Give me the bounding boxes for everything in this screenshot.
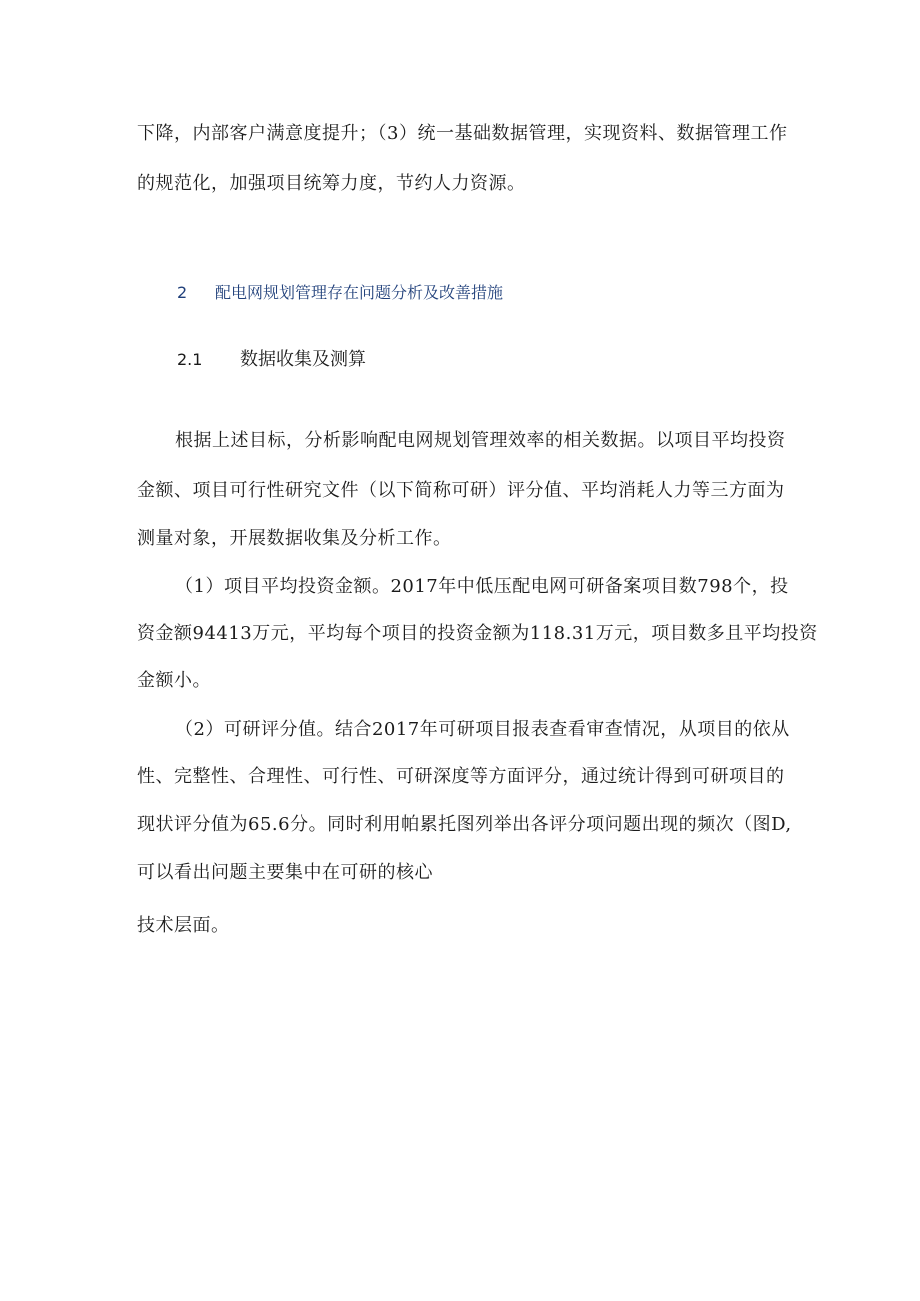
paragraph-3-line-4: 可以看出问题主要集中在可研的核心 [137,862,433,883]
paragraph-1-line-3: 测量对象，开展数据收集及分析工作。 [137,528,452,549]
paragraph-1-line-1: 根据上述目标，分析影响配电网规划管理效率的相关数据。以项目平均投资 [175,430,786,451]
paragraph-3-line-1: （2）可研评分值。结合2017年可研项目报表查看审查情况，从项目的依从 [175,719,790,740]
paragraph-2-line-2: 资金额94413万元，平均每个项目的投资金额为118.31万元，项目数多且平均投资 [137,623,818,644]
paragraph-1-line-2: 金额、项目可行性研究文件（以下简称可研）评分值、平均消耗人力等三方面为 [137,480,785,501]
paragraph-2-line-1: （1）项目平均投资金额。2017年中低压配电网可研备案项目数798个，投 [175,576,789,597]
paragraph-2-line-3: 金额小。 [137,670,211,691]
section-2-1-number: 2.1 [177,350,203,369]
section-2-1-title: 数据收集及测算 [240,349,366,370]
intro-line-2: 的规范化，加强项目统筹力度，节约人力资源。 [137,173,526,194]
paragraph-3-line-2: 性、完整性、合理性、可行性、可研深度等方面评分，通过统计得到可研项目的 [137,766,785,787]
intro-line-1: 下降，内部客户满意度提升；（3）统一基础数据管理，实现资料、数据管理工作 [137,123,788,144]
section-2-number: 2 [177,283,188,302]
paragraph-3-line-5: 技术层面。 [137,915,230,936]
paragraph-3-line-3: 现状评分值为65.6分。同时利用帕累托图列举出各评分项问题出现的频次（图D, [137,814,792,835]
section-2-title: 配电网规划管理存在问题分析及改善措施 [215,283,504,302]
